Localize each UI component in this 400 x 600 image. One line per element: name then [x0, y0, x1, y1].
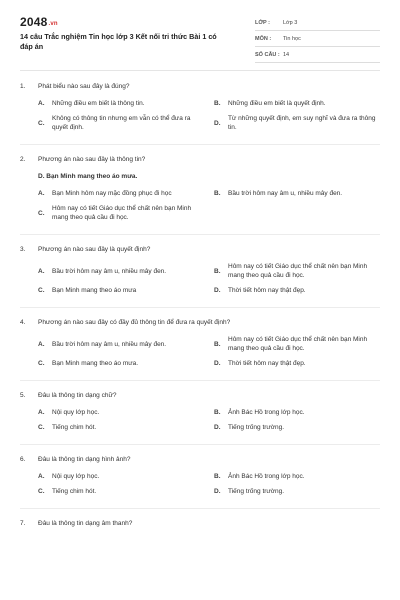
- selected-answer: D. Bạn Minh mang theo áo mưa.: [38, 173, 138, 180]
- option-text: Ảnh Bác Hồ trong lớp học.: [228, 409, 305, 416]
- question-stem: [20, 455, 380, 464]
- question-text: Phương án nào sau đây là quyết định?: [38, 246, 151, 253]
- question-item: [20, 519, 380, 528]
- option-letter: C.: [38, 488, 45, 495]
- question-item: [20, 82, 380, 132]
- option-text: Hôm nay có tiết Giáo dục thể chất nên bạn Minh mang theo quả cầu đi học.: [228, 336, 368, 352]
- question-stem: [20, 245, 380, 254]
- meta-key: LỚP :: [255, 20, 270, 26]
- question-text: Đâu là thông tin dạng hình ảnh?: [38, 456, 131, 463]
- answer-option[interactable]: [38, 335, 204, 353]
- option-text: Không có thông tin nhưng em vẫn có thể đưa ra quyết định.: [52, 115, 191, 131]
- option-letter: B.: [214, 190, 221, 197]
- question-text: Đâu là thông tin dạng chữ?: [38, 392, 117, 399]
- option-text: Những điều em biết là thông tin.: [52, 100, 145, 107]
- options-grid: [20, 472, 380, 496]
- answer-option[interactable]: [214, 487, 380, 496]
- option-text: Những điều em biết là quyết định.: [228, 100, 326, 107]
- meta-value: Tin học: [283, 36, 301, 42]
- site-logo[interactable]: [20, 15, 58, 29]
- question-item: [20, 155, 380, 222]
- option-letter: B.: [214, 473, 221, 480]
- answer-option[interactable]: [38, 487, 204, 496]
- option-letter: A.: [38, 340, 45, 348]
- option-letter: B.: [214, 340, 221, 348]
- question-item: [20, 455, 380, 496]
- question-number: 1.: [20, 83, 26, 90]
- option-text: Bạn Minh mang theo áo mưa: [52, 287, 137, 294]
- option-text: Bạn Minh mang theo áo mưa.: [52, 360, 139, 367]
- answer-option[interactable]: [38, 262, 204, 280]
- answer-option[interactable]: [214, 99, 380, 108]
- option-text: Ảnh Bác Hồ trong lớp học.: [228, 473, 305, 480]
- question-divider: [20, 380, 380, 381]
- option-letter: B.: [214, 100, 221, 107]
- option-text: Tiếng trống trường.: [228, 488, 285, 495]
- option-text: Nội quy lớp học.: [52, 409, 100, 416]
- question-item: [20, 245, 380, 295]
- question-stem: [20, 519, 380, 528]
- option-letter: D.: [214, 287, 221, 294]
- option-letter: C.: [38, 119, 45, 127]
- option-letter: D.: [214, 424, 221, 431]
- option-text: Thời tiết hôm nay thật đẹp.: [228, 360, 306, 367]
- logo-text: 2048: [20, 15, 48, 29]
- option-text: Bầu trời hôm nay âm u, nhiều mây đen.: [52, 267, 167, 275]
- question-number: 7.: [20, 520, 26, 527]
- answer-option[interactable]: [38, 189, 204, 198]
- meta-key: SỐ CÂU :: [255, 52, 280, 58]
- question-number: 5.: [20, 392, 26, 399]
- header-divider: [20, 70, 380, 71]
- page-title: 14 câu Trắc nghiệm Tin học lớp 3 Kết nối tri thức Bài 1 có đáp án: [20, 32, 217, 51]
- option-letter: C.: [38, 209, 45, 217]
- option-text: Bầu trời hôm nay âm u, nhiều mây đen.: [228, 190, 343, 197]
- question-divider: [20, 144, 380, 145]
- question-text: Đâu là thông tin dạng âm thanh?: [38, 520, 133, 527]
- answer-option[interactable]: [38, 423, 204, 432]
- meta-row: [255, 48, 380, 63]
- option-text: Nội quy lớp học.: [52, 473, 100, 480]
- meta-value: Lớp 3: [283, 20, 298, 26]
- option-letter: C.: [38, 360, 45, 367]
- question-text: Phương án nào sau đây là thông tin?: [38, 156, 146, 163]
- option-letter: A.: [38, 267, 45, 275]
- logo-suffix: .vn: [48, 21, 58, 27]
- question-stem: [20, 155, 380, 164]
- answer-option[interactable]: [214, 472, 380, 481]
- question-stem: [20, 82, 380, 91]
- answer-option[interactable]: [214, 114, 380, 132]
- answer-option[interactable]: [38, 408, 204, 417]
- options-grid: [20, 262, 380, 295]
- options-grid: [20, 99, 380, 132]
- answer-option[interactable]: [214, 262, 380, 280]
- question-text: Phương án nào sau đây có đầy đủ thông tin để đưa ra quyết định?: [38, 319, 231, 326]
- option-letter: B.: [214, 409, 221, 416]
- options-grid: [20, 408, 380, 432]
- option-letter: D.: [214, 488, 221, 495]
- question-number: 4.: [20, 319, 26, 326]
- option-text: Tiếng chim hót.: [52, 488, 97, 495]
- option-letter: D.: [214, 119, 221, 127]
- question-stem: [20, 391, 380, 400]
- meta-key: MÔN :: [255, 36, 272, 42]
- option-letter: A.: [38, 409, 45, 416]
- question-item: [20, 318, 380, 368]
- option-letter: C.: [38, 287, 45, 294]
- answer-option[interactable]: [38, 99, 204, 108]
- option-text: Thời tiết hôm nay thật đẹp.: [228, 287, 306, 294]
- question-text: Phát biểu nào sau đây là đúng?: [38, 83, 130, 90]
- option-letter: A.: [38, 100, 45, 107]
- option-text: Tiếng trống trường.: [228, 424, 285, 431]
- answer-option[interactable]: [38, 204, 204, 222]
- option-text: Tiếng chim hót.: [52, 424, 97, 431]
- question-number: 3.: [20, 246, 26, 253]
- option-letter: B.: [214, 267, 221, 275]
- option-text: Hôm nay có tiết Giáo dục thể chất nên bạn Minh mang theo quả cầu đi học.: [52, 205, 192, 221]
- answer-option[interactable]: [214, 189, 380, 198]
- answer-option[interactable]: [38, 359, 204, 368]
- option-letter: A.: [38, 473, 45, 480]
- answer-option[interactable]: [38, 114, 204, 132]
- answer-option[interactable]: [214, 335, 380, 353]
- option-text: Bạn Minh hôm nay mặc đồng phục đi học: [52, 190, 172, 197]
- answer-option[interactable]: [214, 286, 380, 295]
- options-grid: [20, 189, 380, 222]
- meta-row: [255, 32, 380, 47]
- question-list: [20, 82, 380, 536]
- option-letter: D.: [214, 360, 221, 367]
- question-item: [20, 391, 380, 432]
- meta-value: 14: [283, 52, 290, 58]
- answer-option[interactable]: [38, 472, 204, 481]
- option-text: Bầu trời hôm nay âm u, nhiều mây đen.: [52, 340, 167, 348]
- option-text: Từ những quyết định, em suy nghĩ và đưa ra thông tin.: [228, 115, 376, 131]
- option-letter: C.: [38, 424, 45, 431]
- meta-table: [255, 16, 380, 64]
- question-number: 2.: [20, 156, 26, 163]
- question-number: 6.: [20, 456, 26, 463]
- option-letter: A.: [38, 190, 45, 197]
- question-stem: [20, 318, 380, 327]
- question-divider: [20, 508, 380, 509]
- answer-option[interactable]: [214, 408, 380, 417]
- answer-option[interactable]: [214, 423, 380, 432]
- options-grid: [20, 335, 380, 368]
- meta-row: [255, 16, 380, 31]
- option-text: Hôm nay có tiết Giáo dục thể chất nên bạn Minh mang theo quả cầu đi học.: [228, 263, 368, 279]
- question-divider: [20, 234, 380, 235]
- question-divider: [20, 307, 380, 308]
- answer-option[interactable]: [214, 359, 380, 368]
- answer-option[interactable]: [38, 286, 204, 295]
- question-divider: [20, 444, 380, 445]
- page-header: [0, 0, 400, 68]
